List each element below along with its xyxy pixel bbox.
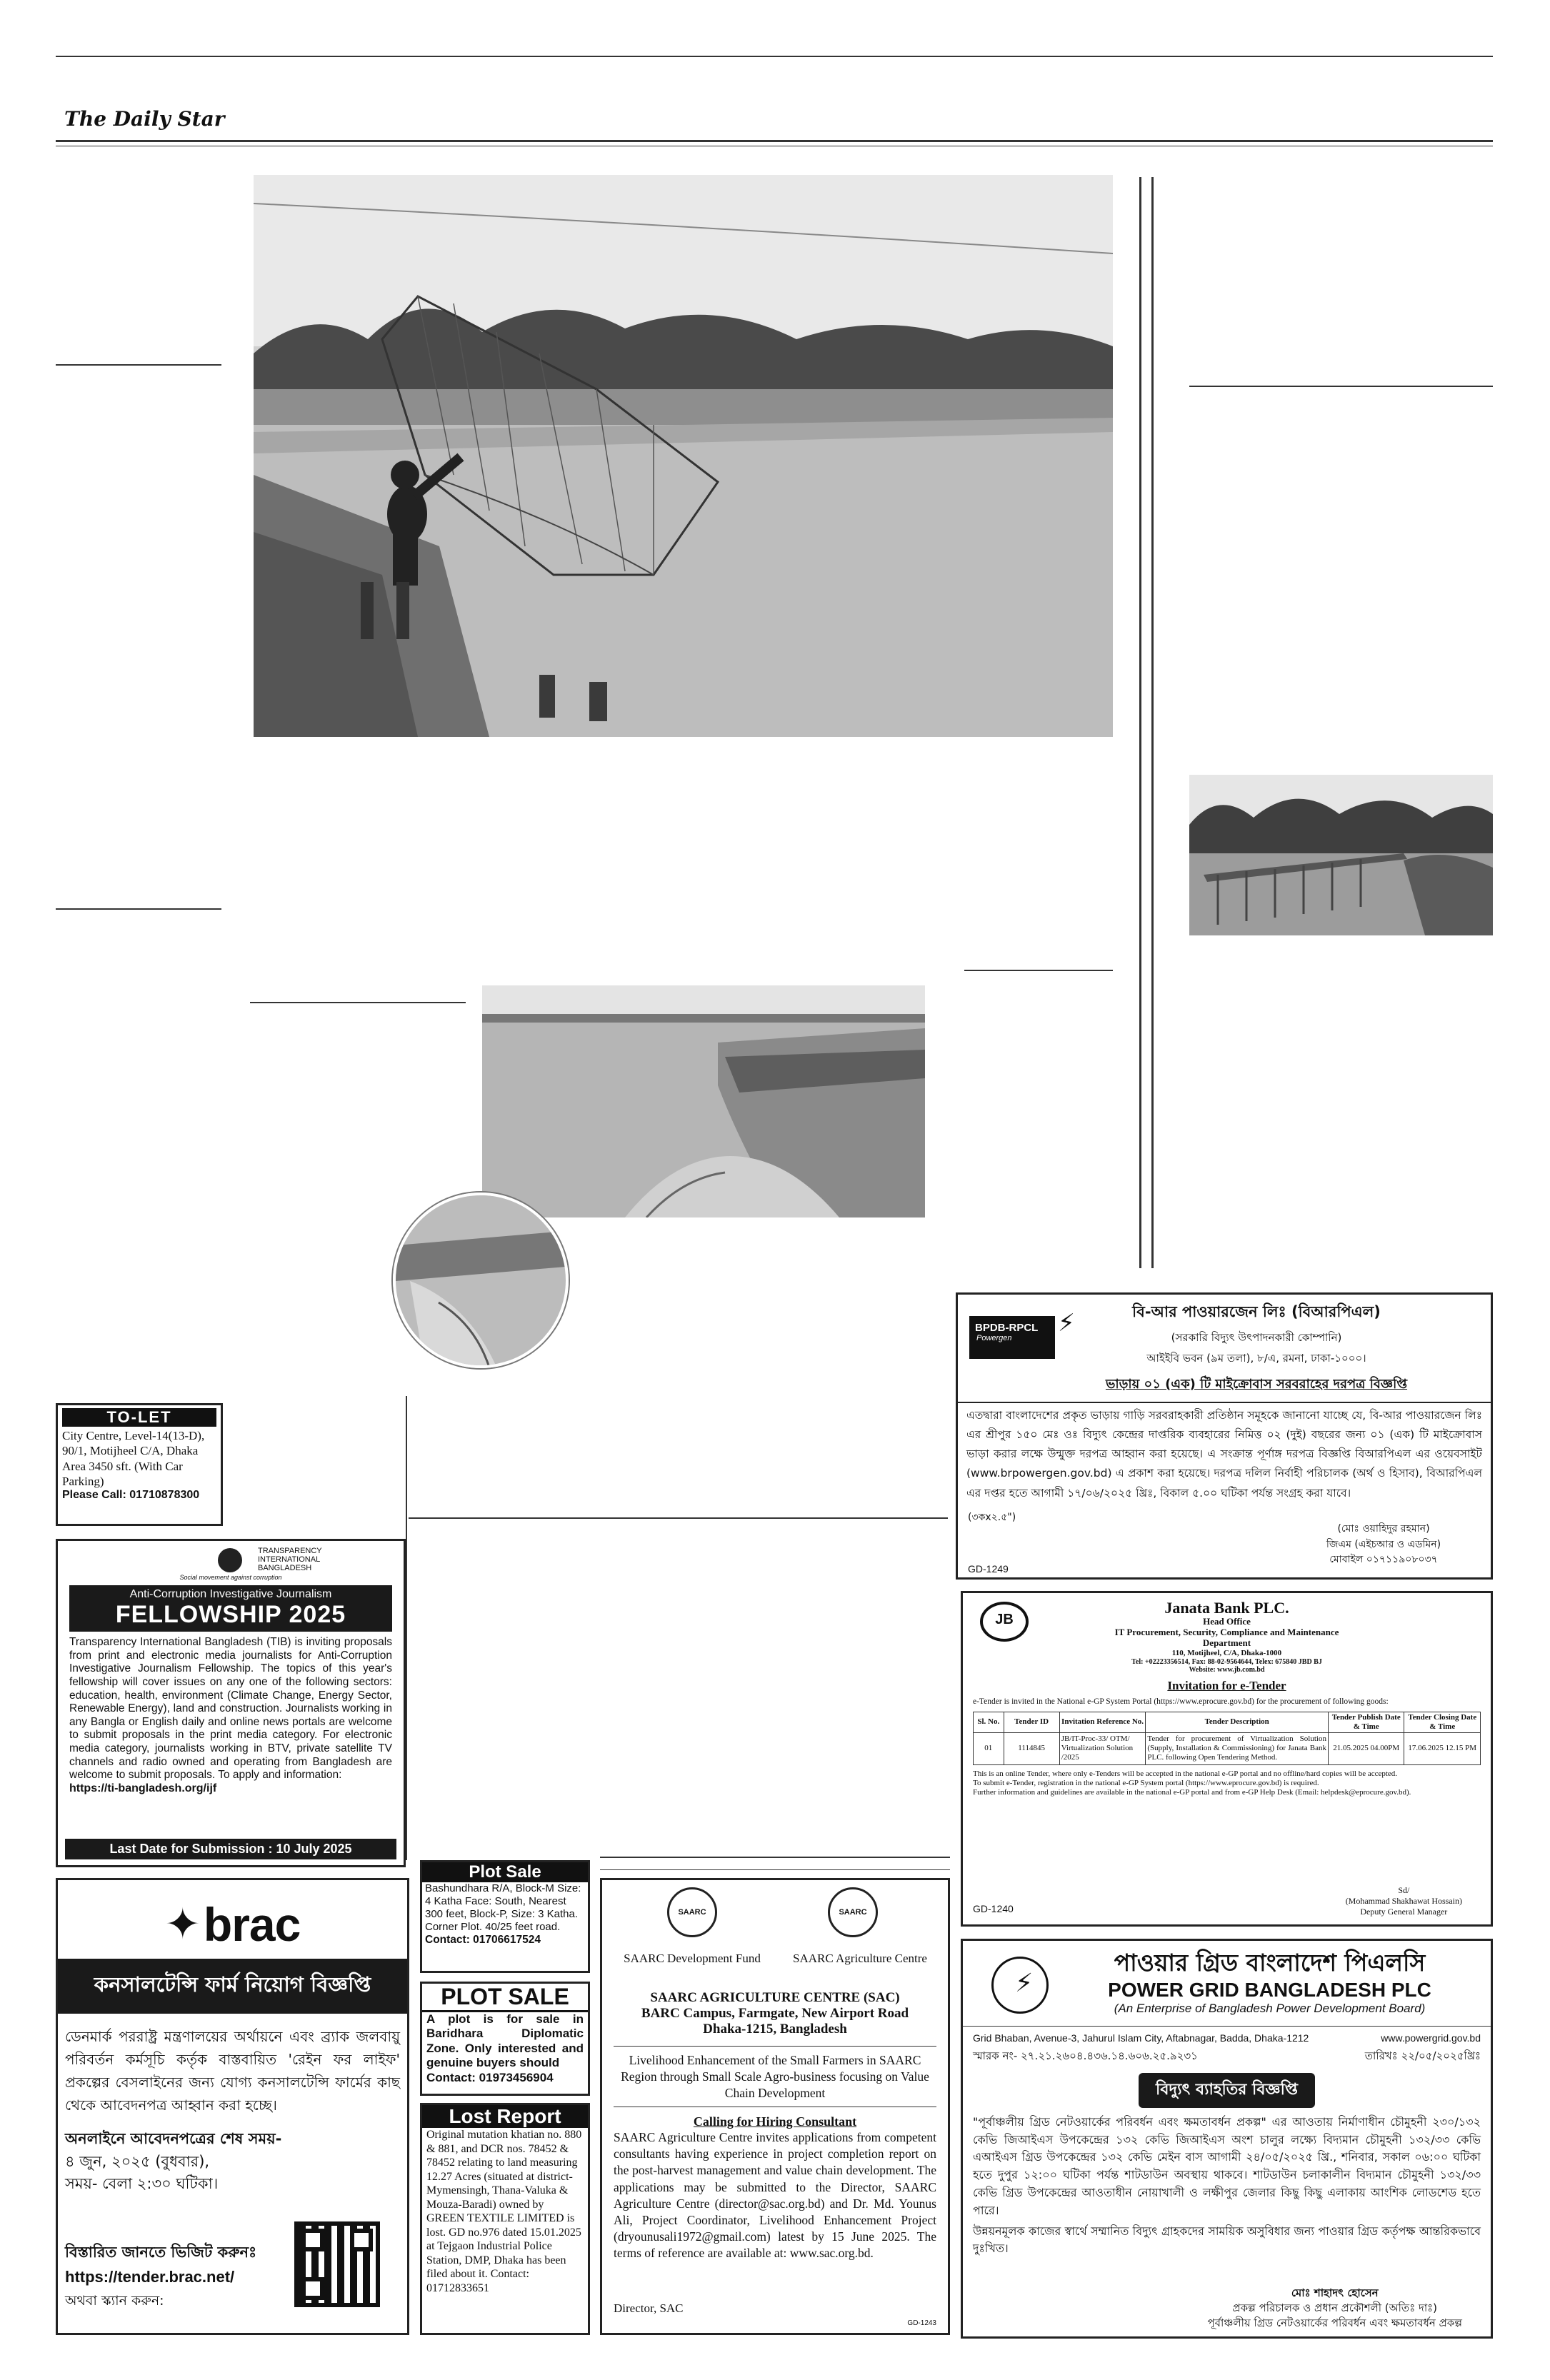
- ti-org-line2: INTERNATIONAL: [258, 1555, 321, 1565]
- ti-org-line1: TRANSPARENCY: [258, 1547, 322, 1555]
- brpl-subtitle: (সরকারি বিদ্যুৎ উৎপাদনকারী কোম্পানি): [1171, 1331, 1342, 1344]
- saarc-project: Livelihood Enhancement of the Small Farmers in SAARC Region through Small Scale Agro-business focusing on Value Chain Development: [621, 2053, 929, 2100]
- table-cell: 1114845: [1004, 1733, 1059, 1765]
- saarc-ad: [600, 1878, 950, 2335]
- br-powergen-ad: [956, 1292, 1493, 1580]
- column-rule: [1189, 386, 1493, 387]
- lightning-icon: ⚡: [1058, 1309, 1075, 1337]
- power-grid-date: তারিখঃ ২২/০৫/২০২৫খ্রিঃ: [1364, 2049, 1481, 2062]
- plot1-heading: Plot Sale: [422, 1862, 588, 1882]
- saarc-agri-seal-text: SAARC: [839, 1908, 867, 1917]
- table-cell: 01: [974, 1733, 1004, 1765]
- brpl-address: আইইবি ভবন (৯ম তলা), ৮/এ, রমনা, ঢাকা-১০০০।: [1146, 1352, 1366, 1365]
- tolet-ad: [56, 1403, 223, 1526]
- tolet-phone: Please Call: 01710878300: [62, 1489, 200, 1501]
- janata-tender-table: [973, 1712, 1481, 1765]
- janata-title: Invitation for e-Tender: [1167, 1678, 1286, 1692]
- janata-website: Website: www.jb.com.bd: [1189, 1666, 1265, 1674]
- power-grid-tagline: (An Enterprise of Bangladesh Power Development Board): [1114, 2001, 1426, 2015]
- table-header: Tender ID: [1004, 1712, 1059, 1732]
- brpl-title: বি-আর পাওয়ারজেন লিঃ (বিআরপিএল): [1132, 1303, 1381, 1320]
- plot2-contact: Contact: 01973456904: [426, 2070, 554, 2084]
- brac-body: ডেনমার্ক পররাষ্ট্র মন্ত্রণালয়ের অর্থায়নে এবং ব্র্যাক জলবায়ু পরিবর্তন কর্মসূচি কর্তৃক বাস্তবায়িত 'রেইন ফর লাইফ' প্রকল্পের বেসলাইনের জন্য যোগ্য কনসালটেন্সি ফার্মের কাছ থেকে আবেদনপত্র আহ্বান করা হচ্ছে।: [65, 2028, 400, 2114]
- janata-address: 110, Motijheel, C/A, Dhaka-1000: [1171, 1649, 1282, 1658]
- power-grid-designation: প্রকল্প পরিচালক ও প্রধান প্রকৌশলী (অতিঃ দাঃ): [1232, 2301, 1438, 2314]
- lost-heading: Lost Report: [422, 2105, 588, 2128]
- table-cell: Tender for procurement of Virtualization Solution (Supply, Installation & Commissioning) for Janata Bank PLC. following Open Tendering Method.: [1146, 1733, 1329, 1765]
- saarc-signoff: Director, SAC: [614, 2301, 684, 2315]
- table-row: [974, 1733, 1481, 1765]
- janata-dept2: Department: [1202, 1637, 1251, 1649]
- saarc-body: SAARC Agriculture Centre invites applications from competent consultants having experience in project completion report on the post-harvest management and value chain development. The applications may be submitted to the Director, SAARC Agriculture Centre (director@sac.org.bd) and Dr. Md. Younus Ali, Project Coordinator, Livelihood Enhancement Project (dryounusali1972@gmail.com) latest by 15 June 2025. The terms of reference are available at: www.sac.org.bd.: [614, 2130, 936, 2260]
- power-grid-ad: [961, 1939, 1493, 2339]
- power-grid-signer: মোঃ শাহাদৎ হোসেন: [1291, 2286, 1379, 2299]
- plot1-contact: Contact: 01706617524: [425, 1934, 541, 1946]
- power-grid-apology: উন্নয়নমূলক কাজের স্বার্থে সম্মানিত বিদ্যুৎ গ্রাহকদের সাময়িক অসুবিধার জন্য পাওয়ার গ্রিড কর্তৃপক্ষ আন্তরিকভাবে দুঃখিত।: [973, 2224, 1481, 2256]
- table-header: Invitation Reference No.: [1059, 1712, 1146, 1732]
- photo-river-erosion: [482, 985, 925, 1217]
- table-header: Tender Publish Date & Time: [1328, 1712, 1404, 1732]
- column-divider: [406, 1396, 407, 1860]
- janata-logo-icon: [980, 1602, 1029, 1642]
- janata-bank-ad: [961, 1591, 1493, 1927]
- saarc-gd: GD-1243: [907, 2319, 936, 2327]
- table-cell: 17.06.2025 12.15 PM: [1404, 1733, 1481, 1765]
- saarc-fund-seal-text: SAARC: [678, 1908, 706, 1917]
- brpl-logo: [969, 1316, 1055, 1359]
- brpl-body: এতদ্বারা বাংলাদেশের প্রকৃত ভাড়ায় গাড়ি সরবরাহকারী প্রতিষ্ঠান সমূহকে জানানো যাচ্ছে যে, বি-আর পাওয়ারজেন লিঃ এর শ্রীপুর ১৫০ মেঃ ওঃ বিদ্যুৎ কেন্দ্রের দাপ্তরিক ব্যবহারের নিমিত্ত ০২ (দুই) বছরের জন্য ০১ (এক) টি মাইক্রোবাস ভাড়া করার লক্ষে উন্মুক্ত দরপত্র আহ্বান করা হয়েছে। এ সংক্রান্ত পূর্ণাঙ্গ দরপত্র বিজ্ঞপ্তি বিআরপিএল এর ওয়েবসাইট (www.brpowergen.gov.bd) এ প্রকাশ করা হয়েছে। দরপত্র দলিল নির্বাহী পরিচালক (অর্থ ও হিসাব), বিআরপিএল এর দপ্তর হতে আগামী ১৭/০৬/২০২৫ খ্রিঃ, বিকাল ৫.০০ ঘটিকা পর্যন্ত সংগ্রহ করা যাবে।: [966, 1409, 1482, 1500]
- column-rule: [600, 1869, 950, 1870]
- janata-note-3: Further information and guidelines are available in the national e-GP portal and from e-GP Help Desk (Email: helpdesk@eprocure.gov.bd).: [973, 1787, 1411, 1797]
- saarc-agri-label: SAARC Agriculture Centre: [793, 1952, 927, 1965]
- photo-erosion-inset: [393, 1192, 569, 1368]
- janata-contacts: Tel: +02223356514, Fax: 88-02-9564644, Telex: 675840 JBD BJ: [1131, 1657, 1322, 1666]
- tolet-body: City Centre, Level-14(13-D), 90/1, Motijheel C/A, Dhaka Area 3450 sft. (With Car Parking): [62, 1429, 205, 1488]
- saarc-address1: BARC Campus, Farmgate, New Airport Road: [641, 2006, 909, 2021]
- janata-gd: GD-1240: [973, 1903, 1014, 1914]
- table-cell: JB/IT-Proc-33/ OTM/ Virtualization Solution /2025: [1059, 1733, 1146, 1765]
- janata-intro: e-Tender is invited in the National e-GP System Portal (https://www.eprocure.gov.bd) for the procurement of following goods:: [973, 1697, 1389, 1707]
- power-grid-bn-name: পাওয়ার গ্রিড বাংলাদেশ পিএলসি: [1114, 1949, 1426, 1977]
- brac-ad: [56, 1878, 409, 2335]
- brac-deadline-date: ৪ জুন, ২০২৫ (বুধবার),: [65, 2152, 210, 2170]
- brpl-notice-title: ভাড়ায় ০১ (এক) টি মাইক্রোবাস সরবরাহের দরপত্র বিজ্ঞপ্তি: [1105, 1377, 1408, 1392]
- column-rule: [409, 1517, 948, 1519]
- power-grid-ref: স্মারক নং- ২৭.২১.২৬০৪.৪৩৬.১৪.৬০৬.২৫.৯২৩১: [973, 2049, 1198, 2062]
- janata-note-2: To submit e-Tender, registration in the national e-GP System portal (https://www.eprocure.gov.bd) is required.: [973, 1778, 1319, 1787]
- ti-body: Transparency International Bangladesh (TIB) is inviting proposals from print and electronic media journalists for Anti-Corruption Investigative Journalism Fellowship. The topics of this year's fellowship will cover issues on any one of the following sectors: education, health, environment (Climate Change, Energy Sector, Renewable Energy), land and construction. Journalists working in any Bangla or English daily and online news portals are welcome to submit proposals in the print media category. For electronic media category, journalists working in BTV, private satellite TV channels and radio owned and operating from Bangladesh are welcome to submit proposals. To apply and information:: [69, 1636, 392, 1782]
- table-header: Tender Description: [1146, 1712, 1329, 1732]
- masthead-logo: The Daily Star: [64, 107, 225, 131]
- ti-link[interactable]: https://ti-bangladesh.org/ijf: [69, 1782, 217, 1794]
- janata-logo-text: JB: [995, 1612, 1014, 1627]
- saarc-address2: Dhaka-1215, Bangladesh: [703, 2022, 847, 2037]
- photo-bamboo-bridge: [1189, 775, 1493, 935]
- saarc-fund-seal-icon: [667, 1887, 717, 1937]
- brpl-logo-sub: Powergen: [976, 1334, 1012, 1342]
- ti-tagline: Social movement against corruption: [179, 1574, 282, 1582]
- plot-sale-ad-1: [420, 1860, 590, 1973]
- janata-dept1: IT Procurement, Security, Compliance and Maintenance: [1114, 1627, 1339, 1638]
- column-rule: [56, 364, 221, 366]
- top-rule: [56, 56, 1493, 57]
- brpl-designation: জিএম (এইচআর ও এডমিন): [1326, 1538, 1441, 1550]
- brpl-size: (৩কx২.৫"): [968, 1512, 1016, 1523]
- power-grid-seal-icon: ⚡: [991, 1957, 1049, 2014]
- photo-fisherman-net: [254, 175, 1113, 737]
- column-rule: [964, 970, 1113, 971]
- power-grid-project: পূর্বাঞ্চলীয় গ্রিড নেটওয়ার্কের পরিবর্ধন এবং ক্ষমতাবর্ধন প্রকল্প: [1207, 2316, 1462, 2329]
- ti-fellowship-ad: [56, 1539, 406, 1867]
- column-rule: [250, 1002, 466, 1003]
- brac-deadline-time: সময়- বেলা ২:৩০ ঘটিকা।: [65, 2175, 219, 2192]
- lost-report-ad: [420, 2103, 590, 2335]
- janata-designation: Deputy General Manager: [1360, 1907, 1448, 1917]
- janata-name: Janata Bank PLC.: [1164, 1599, 1289, 1617]
- brac-qr-code-icon[interactable]: [294, 2221, 380, 2307]
- power-grid-en-name: POWER GRID BANGLADESH PLC: [1108, 1978, 1431, 2001]
- brpl-gd: GD-1249: [968, 1563, 1009, 1575]
- brac-scan-label: অথবা স্ক্যান করুন:: [65, 2292, 164, 2309]
- saarc-fund-label: SAARC Development Fund: [624, 1952, 761, 1965]
- plot1-body: Bashundhara R/A, Block-M Size: 4 Katha Face: South, Nearest 300 feet, Block-P, Size: 3 Katha. Corner Plot. 40/25 feet road.: [425, 1882, 581, 1933]
- ti-deadline: Last Date for Submission : 10 July 2025: [65, 1839, 396, 1859]
- power-grid-website[interactable]: www.powergrid.gov.bd: [1381, 2032, 1481, 2044]
- brac-title: কনসালটেন্সি ফার্ম নিয়োগ বিজ্ঞপ্তি: [58, 1959, 407, 2014]
- column-divider: [1139, 177, 1141, 1268]
- brpl-logo-text: BPDB-RPCL: [975, 1322, 1039, 1334]
- saarc-agri-seal-icon: [828, 1887, 878, 1937]
- ti-org-line3: BANGLADESH: [258, 1564, 312, 1573]
- column-divider: [1151, 177, 1154, 1268]
- brac-url[interactable]: https://tender.brac.net/: [65, 2268, 235, 2286]
- plot2-body: A plot is for sale in Baridhara Diplomatic Zone. Only interested and genuine buyers should: [426, 2012, 584, 2070]
- brac-logo-icon: ✦: [164, 1899, 201, 1949]
- brac-deadline-label: অনলাইনে আবেদনপত্রের শেষ সময়-: [65, 2130, 282, 2147]
- plot2-heading: PLOT SALE: [422, 1984, 588, 2012]
- brac-visit-label: বিস্তারিত জানতে ভিজিট করুনঃ: [65, 2243, 257, 2261]
- janata-office: Head Office: [1203, 1616, 1251, 1627]
- table-header: Tender Closing Date & Time: [1404, 1712, 1481, 1732]
- janata-note-1: This is an online Tender, where only e-Tenders will be accepted in the national e-GP portal and no offline/hard copies will be accepted.: [973, 1769, 1398, 1778]
- column-rule: [56, 908, 221, 910]
- saarc-call-title: Calling for Hiring Consultant: [693, 2114, 857, 2129]
- power-grid-notice-title: বিদ্যুৎ ব্যাহতির বিজ্ঞপ্তি: [1139, 2073, 1315, 2108]
- brpl-mobile: মোবাইল ০১৭১১৯০৮০৩৭: [1329, 1554, 1438, 1566]
- janata-sd: Sd/: [1398, 1885, 1410, 1895]
- table-cell: 21.05.2025 04.00PM: [1328, 1733, 1404, 1765]
- tolet-heading: TO-LET: [62, 1408, 216, 1427]
- power-grid-body: "পূর্বাঞ্চলীয় গ্রিড নেটওয়ার্কের পরিবর্ধন এবং ক্ষমতাবর্ধন প্রকল্প" এর আওতায় নির্মাণাধীন চৌমুহনী ২৩০/১৩২ কেভি জিআইএস উপকেন্দ্রের ১৩২ কেভি জিআইএস অংশ চালুর লক্ষ্যে বিদ্যমান চৌমুহনী ১৩২/৩৩ কেভি এআইএস গ্রিড উপকেন্দ্রের ১৩২ কেভি মেইন বাস আগামী ২৪/০৫/২০২৫ খ্রি., শনিবার, সকাল ০৬:০০ ঘটিকা হতে দুপুর ১২:০০ ঘটিকা পর্যন্ত শাটডাউন অবস্থায় থাকবে। শাটডাউন চলাকালীন বিদ্যমান চৌমুহনী ১৩২/৩৩ কেভি গ্রিড উপকেন্দ্রের আওতাধীন নোয়াখালী ও লক্ষীপুর জেলার কিছু কিছু এলাকায় আংশিক লোডশেড হতে পারে।: [973, 2114, 1481, 2217]
- brpl-signer: (মোঃ ওয়াহিদুর রহমান): [1337, 1523, 1430, 1535]
- plot-sale-ad-2: [420, 1982, 590, 2096]
- masthead-rule-1: [56, 140, 1493, 142]
- saarc-org: SAARC AGRICULTURE CENTRE (SAC): [650, 1990, 900, 2005]
- janata-signer: (Mohammad Shakhawat Hossain): [1345, 1896, 1462, 1906]
- power-grid-address: Grid Bhaban, Avenue-3, Jahurul Islam City, Aftabnagar, Badda, Dhaka-1212: [973, 2032, 1309, 2044]
- lost-body: Original mutation khatian no. 880 & 881, and DCR nos. 78452 & 78452 relating to land measuring 12.27 Acres (situated at district-Mymensingh, Thana-Valuka & Mouza-Baradi) owned by GREEN TEXTILE LIMITED is lost. GD no.976 dated 15.01.2025 at Tejgaon Industrial Police Station, DMP, Dhaka has been filed about it. Contact: 01712833651: [426, 2129, 582, 2294]
- ti-band-title: FELLOWSHIP 2025: [115, 1601, 346, 1629]
- brac-logo-text: brac: [203, 1898, 301, 1951]
- ti-globe-icon: [218, 1548, 242, 1572]
- table-header: Sl. No.: [974, 1712, 1004, 1732]
- ti-band-subtitle: Anti-Corruption Investigative Journalism: [129, 1588, 332, 1601]
- column-rule: [600, 1857, 950, 1858]
